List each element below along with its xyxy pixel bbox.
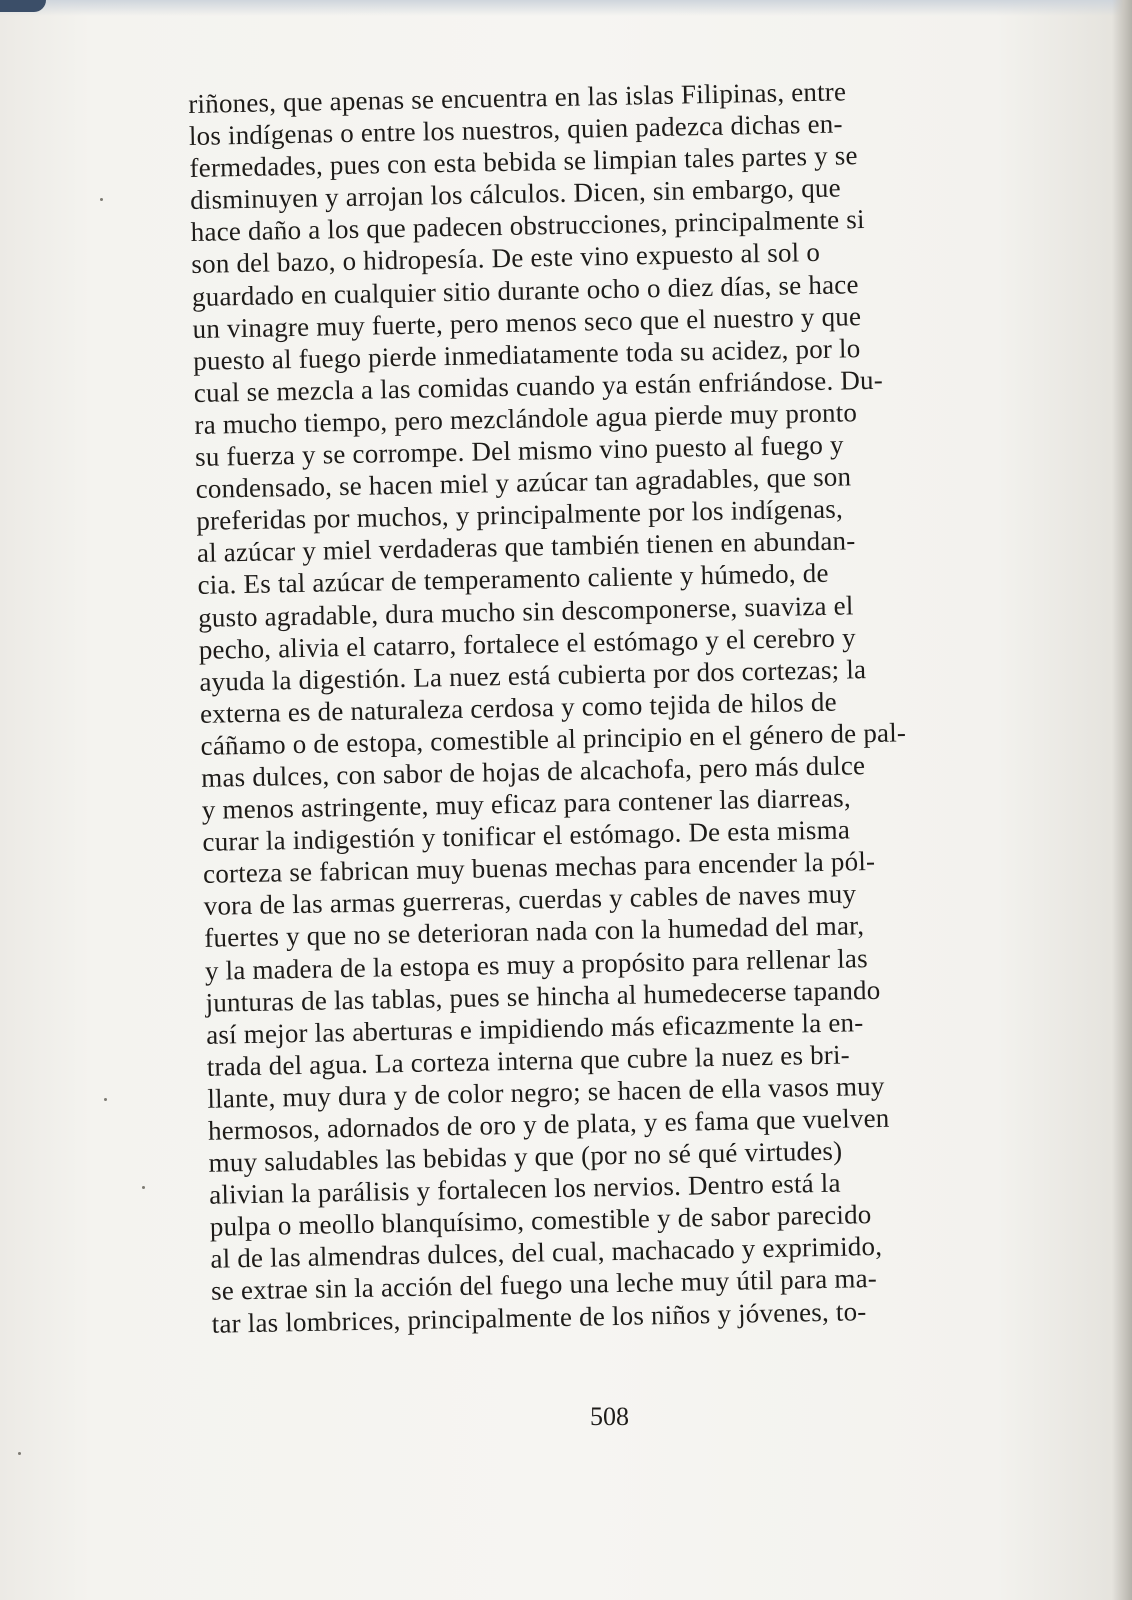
text-line: se extrae sin la acción del fuego una leche muy útil para ma- <box>210 1263 878 1307</box>
text-line: junturas de las tablas, pues se hincha al humedecerse tapando <box>205 974 881 1018</box>
text-line: cia. Es tal azúcar de temperamento caliente y húmedo, de <box>197 558 829 601</box>
text-line: y menos astringente, muy eficaz para contener las diarreas, <box>201 782 852 825</box>
text-line: preferidas por muchos, y principalmente por los indígenas, <box>196 493 844 537</box>
text-line: son del bazo, o hidropesía. De este vino expuesto al sol o <box>191 237 821 280</box>
text-line: trada del agua. La corteza interna que cubre la nuez es bri- <box>206 1039 851 1082</box>
text-line: vora de las armas guerreras, cuerdas y cables de naves muy <box>203 878 857 922</box>
page-number: 508 <box>590 1402 629 1431</box>
text-line: disminuyen y arrojan los cálculos. Dicen, sin embargo, que <box>189 172 842 216</box>
text-line: guardado en cualquier sitio durante ocho o diez días, se hace <box>191 268 859 312</box>
paper-speck <box>142 1186 145 1189</box>
text-line: llante, muy dura y de color negro; se hacen de ella vasos muy <box>207 1070 885 1114</box>
book-cover-corner <box>0 0 46 12</box>
paper-speck <box>104 1098 107 1101</box>
top-edge-shadow <box>0 0 1132 16</box>
text-line: un vinagre muy fuerte, pero menos seco que el nuestro y que <box>192 300 862 344</box>
text-line: mas dulces, con sabor de hojas de alcachofa, pero más dulce <box>200 750 866 793</box>
page-binding-edge <box>1112 0 1132 1600</box>
text-line: y la madera de la estopa es muy a propósito para rellenar las <box>204 942 869 986</box>
text-line: ra mucho tiempo, pero mezclándole agua pierde muy pronto <box>194 397 858 440</box>
text-line: al de las almendras dulces, del cual, machacado y exprimido, <box>210 1231 883 1275</box>
paper-speck <box>100 198 103 201</box>
text-line: así mejor las aberturas e impidiendo más eficazmente la en- <box>205 1006 864 1050</box>
text-line: riñones, que apenas se encuentra en las islas Filipinas, entre <box>188 76 847 119</box>
text-line: fuertes y que no se deterioran nada con la humedad del mar, <box>204 910 865 954</box>
text-line: puesto al fuego pierde inmediatamente toda su acidez, por lo <box>192 332 861 376</box>
text-line: condensado, se hacen miel y azúcar tan agradables, que son <box>195 461 852 505</box>
text-line: muy saludables las bebidas y que (por no sé qué virtudes) <box>208 1135 843 1178</box>
text-line: hace daño a los que padecen obstrucciones, principalmente si <box>190 204 865 248</box>
text-line: cual se mezcla a las comidas cuando ya están enfriándose. Du- <box>193 364 884 408</box>
text-line: externa es de naturaleza cerdosa y como tejida de hilos de <box>199 686 838 729</box>
text-line: alivian la parálisis y fortalecen los nervios. Dentro está la <box>208 1167 841 1210</box>
text-line: gusto agradable, dura mucho sin descomponerse, suaviza el <box>197 589 854 633</box>
text-line: cáñamo o de estopa, comestible al principio en el género de pal- <box>200 717 907 761</box>
paper-speck <box>18 1452 21 1455</box>
text-line: fermedades, pues con esta bebida se limpian tales partes y se <box>189 140 858 184</box>
text-line: tar las lombrices, principalmente de los niños y jóvenes, to- <box>211 1295 867 1339</box>
text-line: ayuda la digestión. La nuez está cubierta por dos cortezas; la <box>199 653 867 697</box>
text-line: curar la indigestión y tonificar el estómago. De esta misma <box>202 814 851 858</box>
text-line: hermosos, adornados de oro y de plata, y es fama que vuelven <box>207 1102 890 1146</box>
text-line: los indígenas o entre los nuestros, quien padezca dichas en- <box>188 108 843 152</box>
text-line: pulpa o meollo blanquísimo, comestible y de sabor parecido <box>209 1199 872 1243</box>
text-line: su fuerza y se corrompe. Del mismo vino puesto al fuego y <box>194 429 844 472</box>
body-text <box>188 71 1082 1339</box>
text-line: corteza se fabrican muy buenas mechas para encender la pól- <box>202 846 876 890</box>
text-line: pecho, alivia el catarro, fortalece el estómago y el cerebro y <box>198 621 857 665</box>
text-line: al azúcar y miel verdaderas que también tienen en abundan- <box>196 525 856 569</box>
